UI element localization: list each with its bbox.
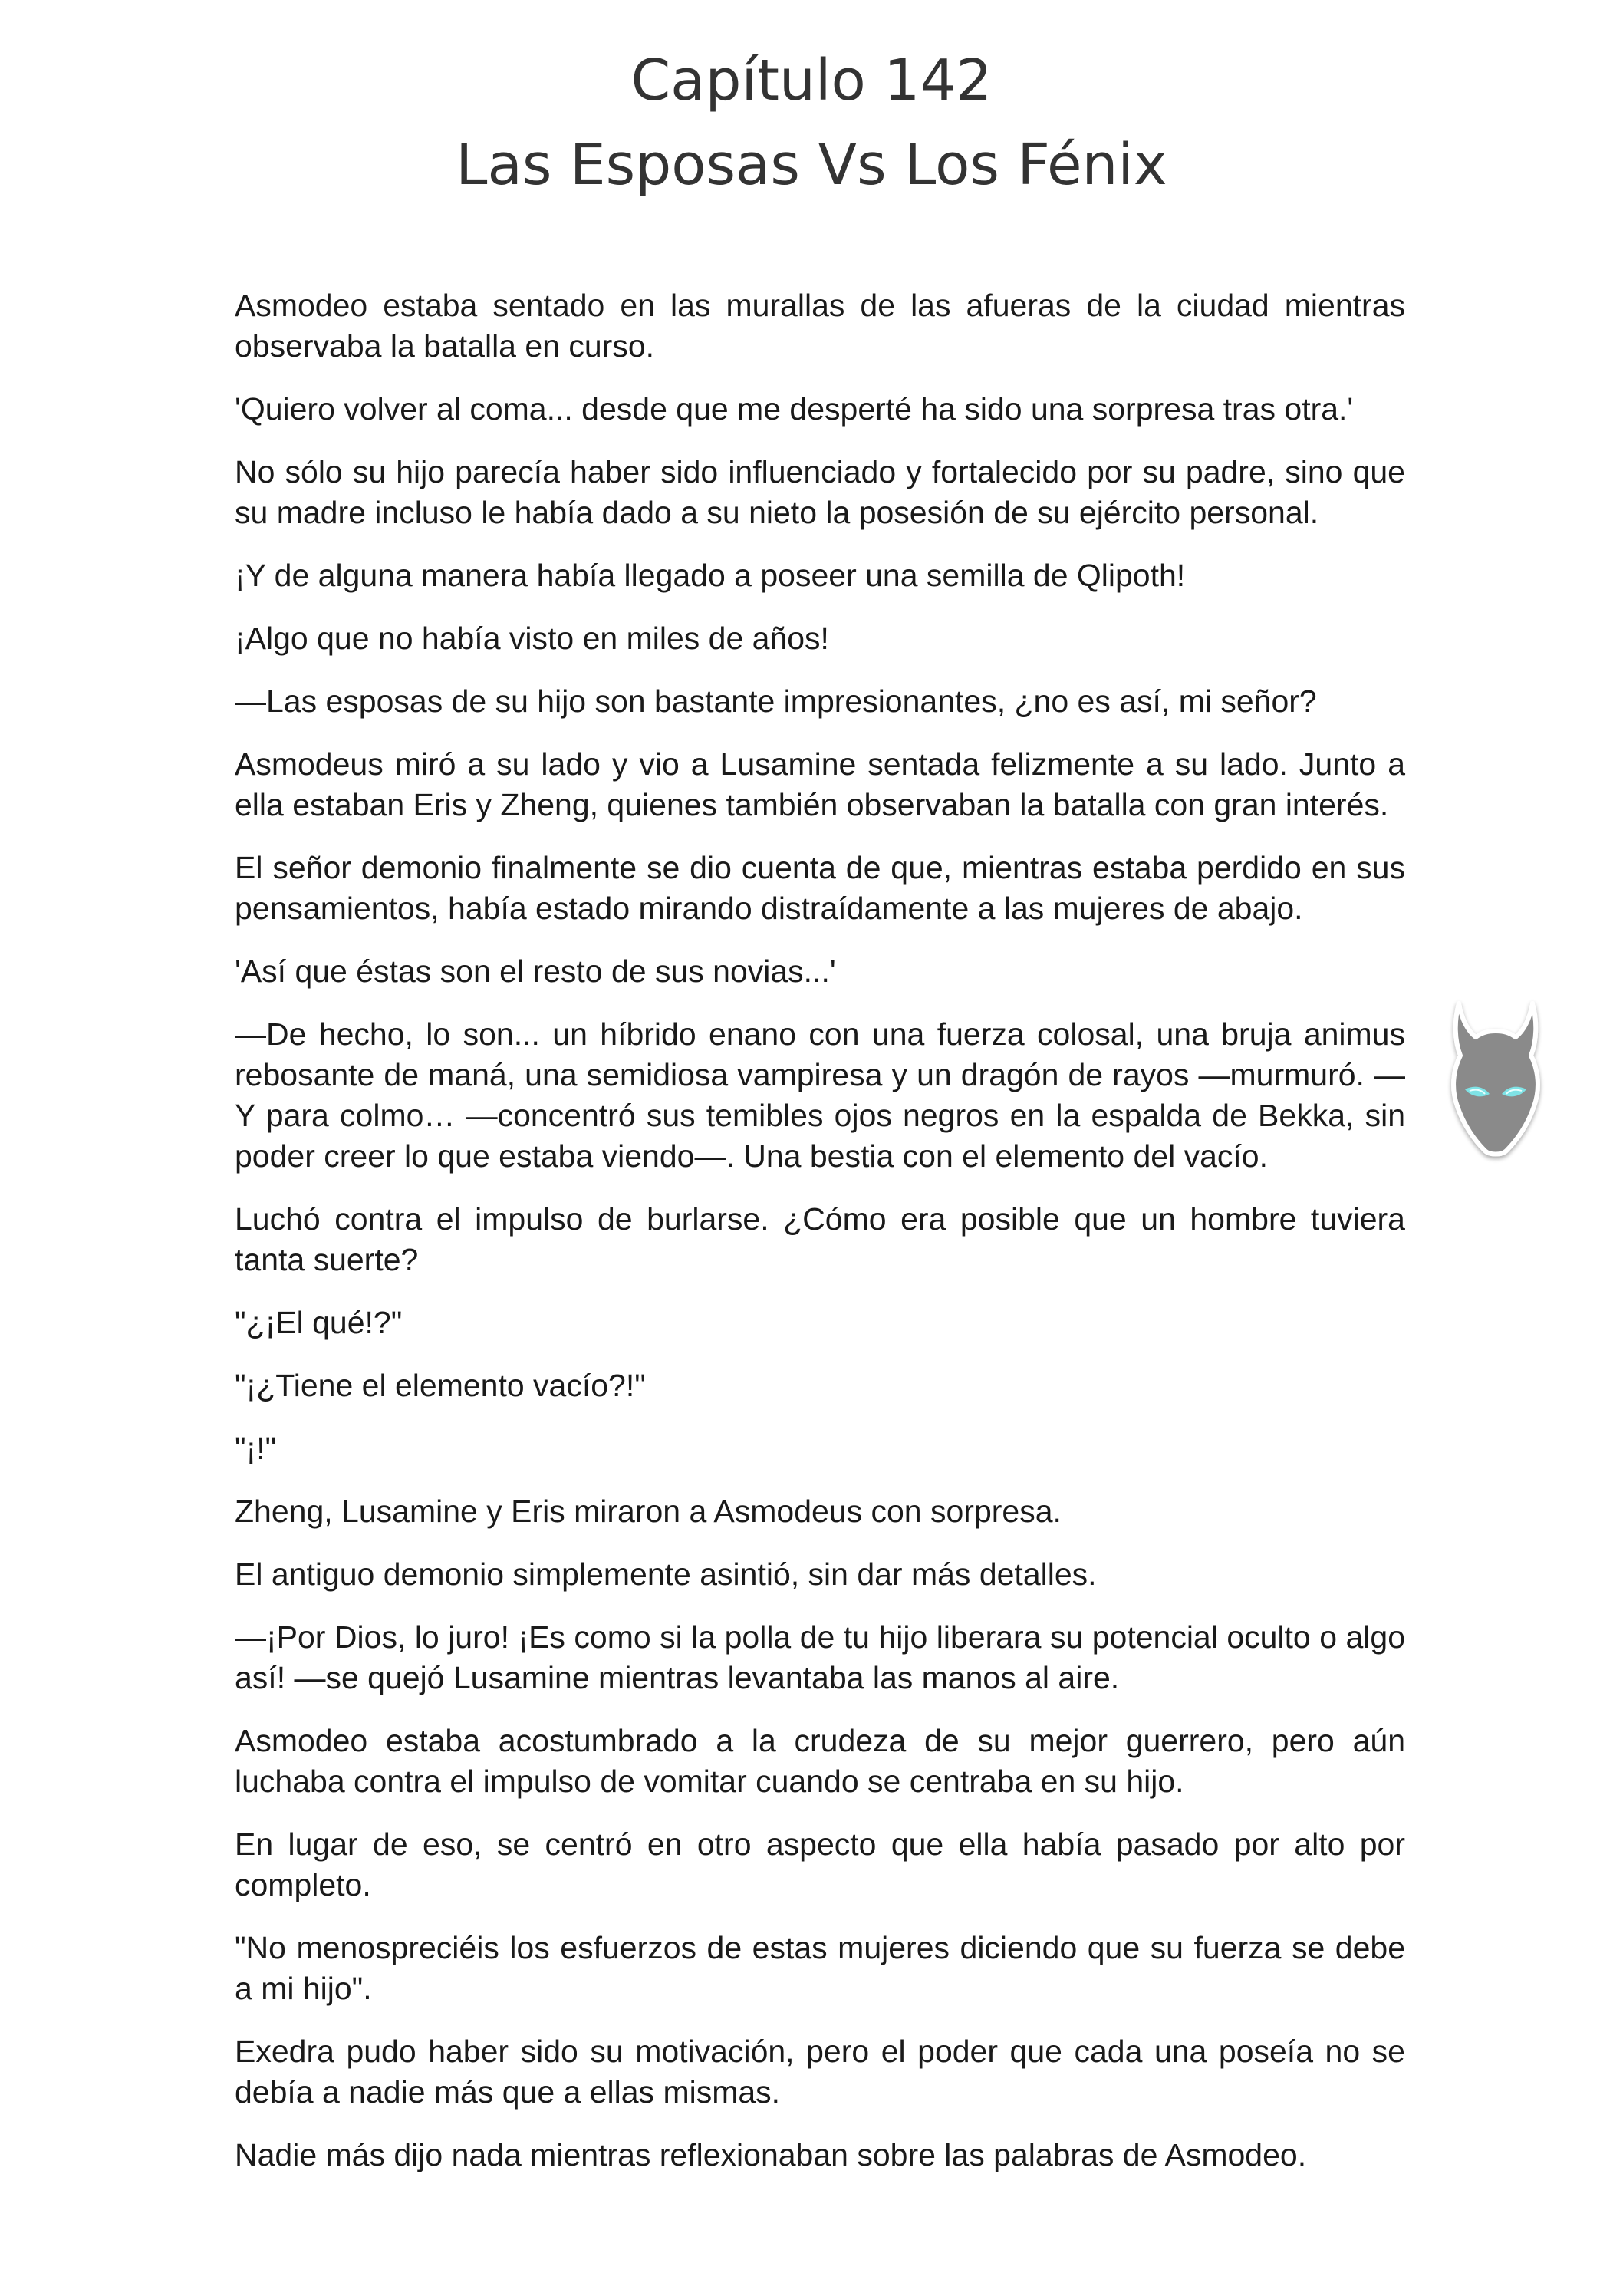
chapter-header	[0, 38, 1623, 207]
paragraph: Nadie más dijo nada mientras reflexionaban sobre las palabras de Asmodeo.	[235, 2137, 1307, 2172]
chapter-body	[235, 285, 1405, 2198]
paragraph: "No menospreciéis los esfuerzos de estas mujeres diciendo que su fuerza se debe a mi hijo".	[235, 1930, 1405, 2006]
paragraph: —¡Por Dios, lo juro! ¡Es como si la polla de tu hijo liberara su potencial oculto o algo así! —se quejó Lusamine mientras levantaba las manos al aire.	[235, 1619, 1405, 1695]
paragraph: 'Quiero volver al coma... desde que me desperté ha sido una sorpresa tras otra.'	[235, 391, 1354, 427]
paragraph: Luchó contra el impulso de burlarse. ¿Cómo era posible que un hombre tuviera tanta suerte?	[235, 1201, 1405, 1277]
chapter-title: Las Esposas Vs Los Fénix	[456, 132, 1167, 198]
paragraph: "¡¿Tiene el elemento vacío?!"	[235, 1368, 646, 1403]
paragraph: Asmodeo estaba acostumbrado a la crudeza de su mejor guerrero, pero aún luchaba contra el impulso de vomitar cuando se centraba en su hijo.	[235, 1723, 1405, 1799]
paragraph: —Las esposas de su hijo son bastante impresionantes, ¿no es así, mi señor?	[235, 684, 1317, 719]
paragraph: ¡Algo que no había visto en miles de años!	[235, 621, 829, 656]
paragraph: ¡Y de alguna manera había llegado a poseer una semilla de Qlipoth!	[235, 558, 1186, 593]
paragraph: 'Así que éstas son el resto de sus novias...'	[235, 954, 836, 989]
paragraph: No sólo su hijo parecía haber sido influenciado y fortalecido por su padre, sino que su madre incluso le había dado a su nieto la posesión de su ejército personal.	[235, 454, 1405, 530]
paragraph: Zheng, Lusamine y Eris miraron a Asmodeus con sorpresa.	[235, 1494, 1062, 1529]
paragraph: —De hecho, lo son... un híbrido enano con una fuerza colosal, una bruja animus rebosante de maná, una semidiosa vampiresa y un dragón de rayos —murmuró. —Y para colmo… —concentró sus temibles ojos negros en la espalda de Bekka, sin poder creer lo que estaba viendo—. Una bestia con el elemento del vacío.	[235, 1016, 1405, 1174]
paragraph: "¿¡El qué!?"	[235, 1305, 403, 1340]
paragraph: Exedra pudo haber sido su motivación, pero el poder que cada una poseía no se debía a nadie más que a ellas mismas.	[235, 2034, 1405, 2110]
chapter-number: Capítulo 142	[630, 48, 993, 114]
paragraph: El antiguo demonio simplemente asintió, sin dar más detalles.	[235, 1556, 1097, 1592]
paragraph: Asmodeo estaba sentado en las murallas de las afueras de la ciudad mientras observaba la batalla en curso.	[235, 288, 1405, 364]
demon-head-icon	[1442, 997, 1549, 1166]
paragraph: "¡!"	[235, 1431, 277, 1466]
paragraph: El señor demonio finalmente se dio cuenta de que, mientras estaba perdido en sus pensamientos, había estado mirando distraídamente a las mujeres de abajo.	[235, 850, 1405, 926]
paragraph: Asmodeus miró a su lado y vio a Lusamine sentada felizmente a su lado. Junto a ella estaban Eris y Zheng, quienes también observaban la batalla con gran interés.	[235, 746, 1405, 822]
paragraph: En lugar de eso, se centró en otro aspecto que ella había pasado por alto por completo.	[235, 1827, 1405, 1902]
